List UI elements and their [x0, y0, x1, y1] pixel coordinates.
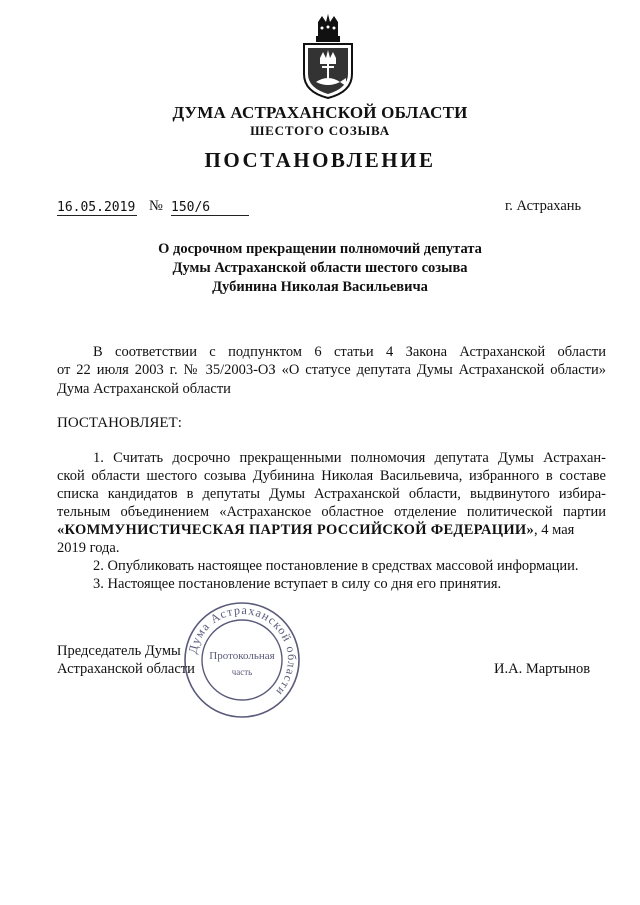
- preamble-line: В соответствии с подпунктом 6 статьи 4 Закона Астраханской области: [93, 344, 606, 360]
- org-name: ДУМА АСТРАХАНСКОЙ ОБЛАСТИ: [172, 103, 468, 122]
- stamp-center-text: часть: [231, 667, 253, 677]
- item-2: 2. Опубликовать настоящее постановление в средствах массовой информации.: [93, 558, 579, 574]
- preamble-line: от 22 июля 2003 г. № 35/2003-ОЗ «О статусе депутата Думы Астраханской области»: [57, 362, 606, 378]
- signer-name: И.А. Мартынов: [494, 661, 591, 677]
- number-sign: №: [149, 198, 163, 214]
- official-stamp: [182, 600, 302, 720]
- decrees-label: ПОСТАНОВЛЯЕТ:: [57, 415, 182, 431]
- item-1-date-tail: , 4 мая: [534, 522, 575, 538]
- doc-title-line: О досрочном прекращении полномочий депутата: [158, 241, 482, 257]
- stamp-ring-text: Дума Астраханской области: [185, 602, 300, 700]
- preamble-line: Дума Астраханской области: [57, 381, 231, 397]
- signer-position: Астраханской области: [57, 661, 195, 677]
- item-1-line: 1. Считать досрочно прекращенными полномочия депутата Думы Астрахан-: [93, 450, 606, 466]
- stamp-center-text: Протокольная: [209, 650, 275, 662]
- signer-position: Председатель Думы: [57, 643, 181, 659]
- doc-title-line: Дубинина Николая Васильевича: [212, 279, 428, 295]
- doc-city: г. Астрахань: [505, 198, 582, 214]
- doc-type-heading: ПОСТАНОВЛЕНИЕ: [204, 148, 436, 172]
- doc-date: 16.05.2019: [57, 200, 136, 215]
- doc-number: 150/6: [171, 200, 249, 216]
- item-1-line: списка кандидатов в депутаты Думы Астраханской области, выдвинутого избира-: [57, 486, 606, 502]
- convocation: ШЕСТОГО СОЗЫВА: [250, 123, 390, 138]
- party-name: «КОММУНИСТИЧЕСКАЯ ПАРТИЯ РОССИЙСКОЙ ФЕДЕРАЦИИ»: [57, 522, 535, 538]
- item-1-party-line: [57, 521, 606, 540]
- item-1-line: 2019 года.: [57, 540, 120, 556]
- item-1-line: ской области шестого созыва Дубинина Николая Васильевича, избранного в составе: [57, 468, 606, 484]
- astrakhan-coat-of-arms-icon: [296, 14, 360, 100]
- doc-title-line: Думы Астраханской области шестого созыва: [172, 260, 468, 276]
- item-1-line: тельным объединением «Астраханское областное отделение политической партии: [57, 504, 606, 520]
- item-3: 3. Настоящее постановление вступает в силу со дня его принятия.: [93, 576, 502, 592]
